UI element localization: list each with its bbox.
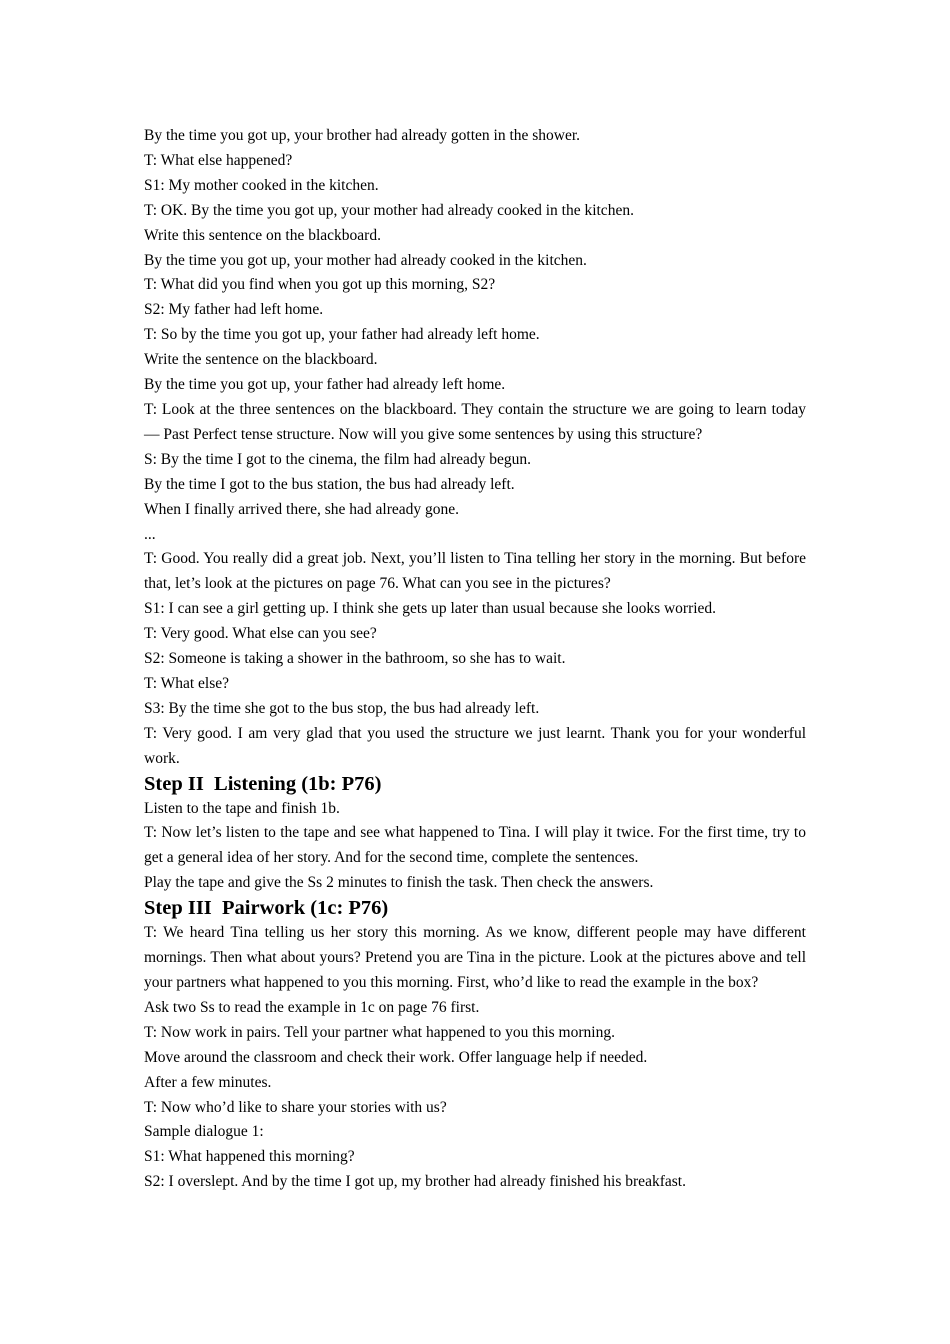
text-line: By the time you got up, your brother had already gotten in the shower. — [144, 127, 581, 144]
text-line: After a few minutes. — [144, 1073, 272, 1091]
text-line: Play the tape and give the Ss 2 minutes to finish the task. Then check the answers. — [144, 874, 654, 892]
text-line: S1: I can see a girl getting up. I think she gets up later than usual because she looks worried. — [144, 600, 717, 618]
section-heading-step-3: Step III Pairwork (1c: P76) — [144, 897, 389, 920]
text-line: S1: My mother cooked in the kitchen. — [144, 176, 379, 194]
text-line: T: What else happened? — [144, 151, 293, 169]
text-line: T: What did you find when you got up this morning, S2? — [144, 276, 496, 294]
text-line: T: OK. By the time you got up, your mother had already cooked in the kitchen. — [144, 201, 634, 219]
text-line: S2: My father had left home. — [144, 301, 324, 319]
text-line: S3: By the time she got to the bus stop, the bus had already left. — [144, 699, 540, 717]
text-paragraph: T: Very good. I am very glad that you used the structure we just learnt. Thank you for your wonderful work. — [144, 724, 806, 767]
text-line: By the time I got to the bus station, the bus had already left. — [144, 475, 515, 493]
text-line: T: Now work in pairs. Tell your partner what happened to you this morning. — [144, 1023, 615, 1041]
text-line: T: Very good. What else can you see? — [144, 625, 377, 643]
text-line: Write this sentence on the blackboard. — [144, 226, 381, 244]
text-line: T: Now who’d like to share your stories with us? — [144, 1098, 447, 1116]
text-line: Write the sentence on the blackboard. — [144, 351, 378, 369]
text-paragraph: T: We heard Tina telling us her story this morning. As we know, different people may have different mornings. Then what about yours? Pretend you are Tina in the picture. Look at the pictures above and tell your partners what happened to you this morning. First, who’d like to read the example in the box? — [144, 924, 806, 991]
text-paragraph: T: Look at the three sentences on the blackboard. They contain the structure we are going to learn today — Past Perfect tense structure. Now will you give some sentences by using this structure? — [144, 400, 806, 443]
text-line: Ask two Ss to read the example in 1c on page 76 first. — [144, 998, 480, 1016]
text-line: S2: I overslept. And by the time I got up, my brother had already finished his breakfast. — [144, 1173, 686, 1191]
text-line: By the time you got up, your mother had already cooked in the kitchen. — [144, 251, 587, 269]
text-line: Move around the classroom and check their work. Offer language help if needed. — [144, 1048, 648, 1066]
text-line: When I finally arrived there, she had already gone. — [144, 500, 460, 518]
text-line: Listen to the tape and finish 1b. — [144, 799, 340, 817]
text-line: S2: Someone is taking a shower in the bathroom, so she has to wait. — [144, 650, 566, 668]
text-paragraph: T: Good. You really did a great job. Next, you’ll listen to Tina telling her story in the morning. But before that, let’s look at the pictures on page 76. What can you see in the pictures? — [144, 550, 806, 593]
section-heading-step-2: Step II Listening (1b: P76) — [144, 772, 382, 795]
text-line: S1: What happened this morning? — [144, 1148, 355, 1166]
text-line: By the time you got up, your father had already left home. — [144, 376, 506, 394]
text-line: T: So by the time you got up, your father had already left home. — [144, 326, 540, 344]
text-line: ... — [144, 525, 156, 543]
text-line: T: What else? — [144, 674, 230, 692]
document-page — [144, 124, 806, 1195]
text-line: Sample dialogue 1: — [144, 1123, 264, 1141]
text-line: S: By the time I got to the cinema, the film had already begun. — [144, 450, 531, 468]
text-paragraph: T: Now let’s listen to the tape and see what happened to Tina. I will play it twice. For the first time, try to get a general idea of her story. And for the second time, complete the sentences. — [144, 824, 806, 867]
